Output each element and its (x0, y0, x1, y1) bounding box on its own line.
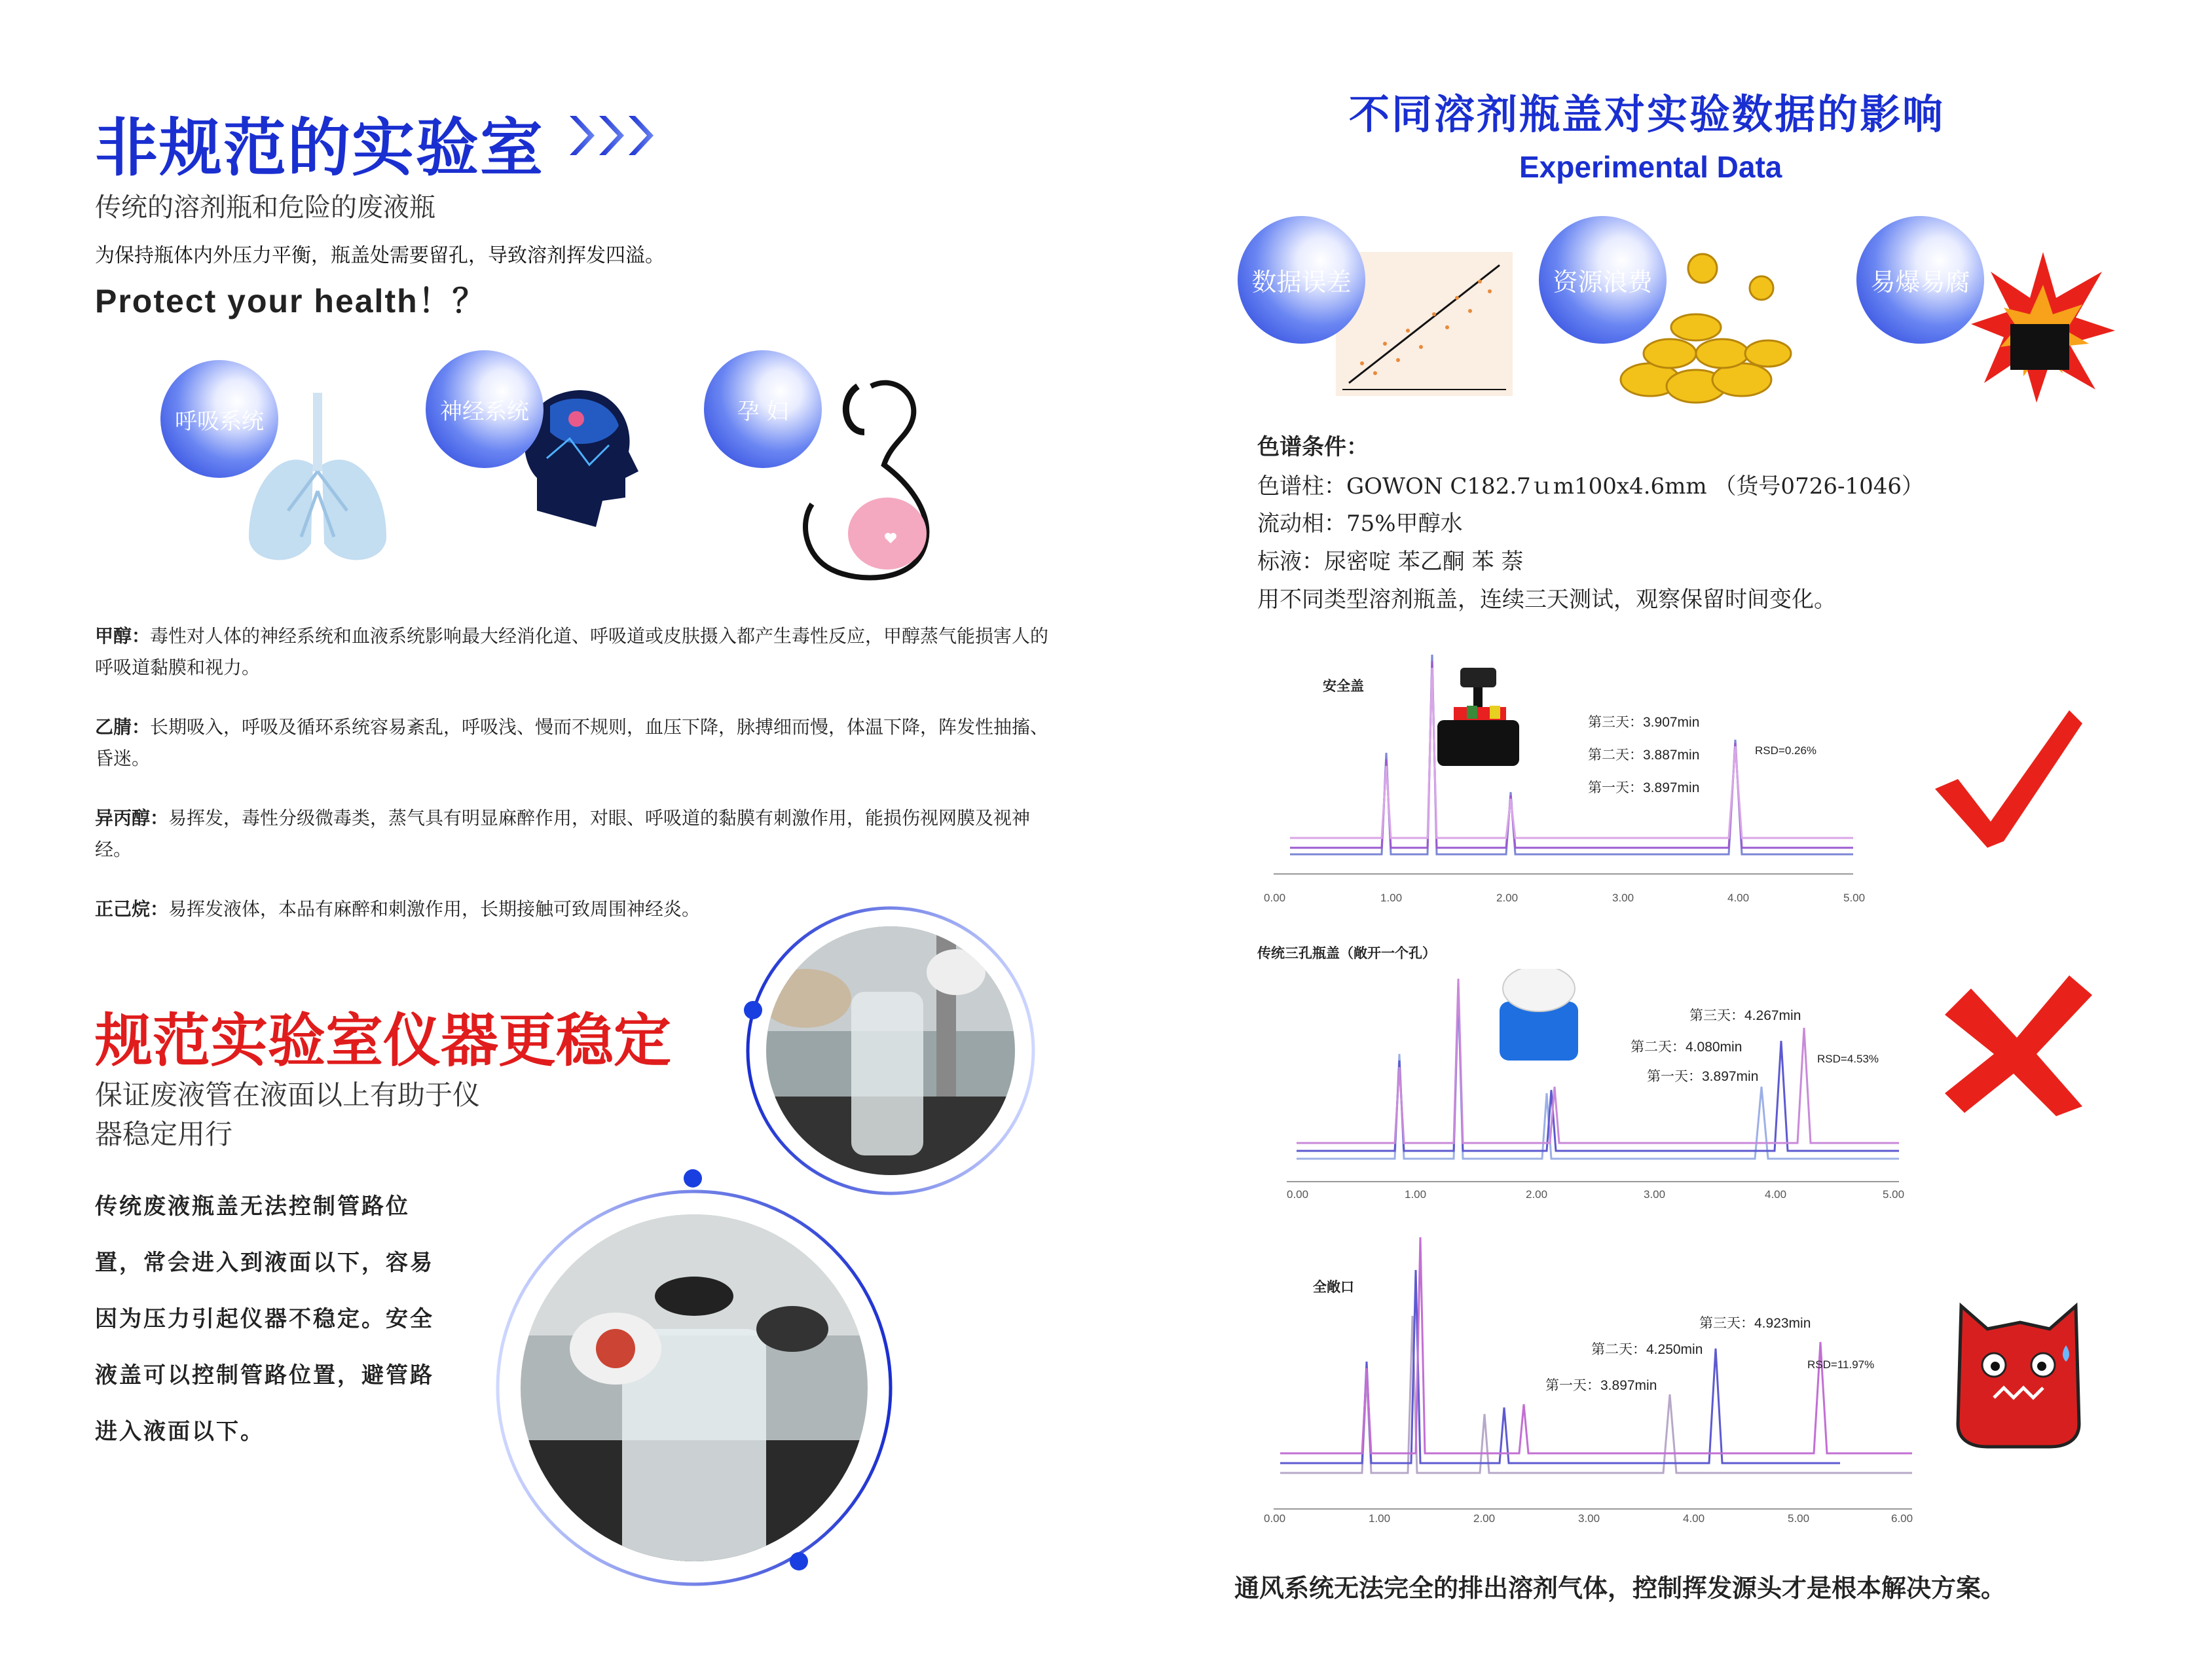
left-subtitle2-line1: 保证废液管在液面以上有助于仪 (95, 1079, 481, 1111)
check-mark-icon (1932, 710, 2082, 848)
safety-cap-image (1437, 668, 1519, 766)
lab-photo-1 (740, 900, 1041, 1201)
chart2-label: 传统三孔瓶盖（敞开一个孔） (1257, 946, 1436, 961)
chart3-label: 全敞口 (1313, 1280, 1354, 1295)
chem-hexane: 正己烷：易挥发液体，本品有麻醉和刺激作用，长期接触可致周围神经炎。 (95, 898, 701, 920)
right-subtitle: Experimental Data (1519, 150, 1782, 184)
bubble-waste: 资源浪费 (1539, 216, 1667, 344)
conditions-standard: 标液：尿密啶 苯乙酮 苯 萘 (1257, 549, 1524, 575)
right-title: 不同溶剂瓶盖对实验数据的影响 (1349, 90, 1945, 138)
left-title: 非规范的实验室 (95, 111, 544, 185)
devil-face-icon (1948, 1293, 2089, 1450)
conditions-mobile: 流动相：75%甲醇水 (1257, 511, 1463, 537)
right-footer: 通风系统无法完全的排出溶剂气体，控制挥发源头才是根本解决方案。 (1234, 1574, 2006, 1603)
chem-isopropanol: 异丙醇：易挥发，毒性分级微毒类，蒸气具有明显麻醉作用，对眼、呼吸道的黏膜有刺激作用，能损伤视网膜及视神经。 (95, 807, 1031, 860)
bubble-data-error: 数据误差 (1238, 216, 1365, 344)
three-hole-cap-image (1500, 969, 1578, 1061)
chem-acetonitrile: 乙腈：长期吸入，呼吸及循环系统容易紊乱，呼吸浅、慢而不规则，血压下降，脉搏细而慢，体温下降，阵发性抽搐、昏迷。 (95, 716, 1049, 769)
left-subtitle: 传统的溶剂瓶和危险的废液瓶 (95, 192, 435, 223)
bubble-nervous: 神经系统 (426, 350, 544, 468)
triple-arrow-icon (570, 113, 668, 158)
cross-mark-icon (1938, 975, 2095, 1119)
left-body: 传统废液瓶盖无法控制管路位 置，常会进入到液面以下，容易 因为压力引起仪器不稳定。安全 液盖可以控制管路位置，避管路 进入液面以下。 (95, 1193, 434, 1445)
left-title2: 规范实验室仪器更稳定 (95, 1007, 672, 1074)
explosion-graphic (1971, 252, 2115, 403)
left-note: 为保持瓶体内外压力平衡，瓶盖处需要留孔，导致溶剂挥发四溢。 (95, 244, 665, 267)
bubble-pregnant: 孕 妇 (704, 350, 822, 468)
bubble-respiratory: 呼吸系统 (160, 360, 278, 478)
conditions-method: 用不同类型溶剂瓶盖，连续三天测试，观察保留时间变化。 (1257, 587, 1836, 613)
chart1-chromatogram (1270, 655, 1873, 890)
bubble-explosive: 易爆易腐 (1856, 216, 1984, 344)
chart2-chromatogram (1283, 969, 1906, 1191)
health-heading: Protect your health！？ (95, 283, 487, 319)
lab-photo-2 (485, 1165, 904, 1610)
left-subtitle2-line2: 器稳定用行 (95, 1118, 233, 1150)
conditions-column: 色谱柱：GOWON C182.7ｕm100x4.6mm （货号0726-1046） (1257, 473, 1924, 499)
chem-methanol: 甲醇：毒性对人体的神经系统和血液系统影响最大经消化道、呼吸道或皮肤摄入都产生毒性反应，甲醇蒸气能损害人的呼吸道黏膜和视力。 (95, 625, 1049, 678)
chart1-label: 安全盖 (1323, 679, 1364, 694)
conditions-heading: 色谱条件： (1257, 434, 1369, 460)
